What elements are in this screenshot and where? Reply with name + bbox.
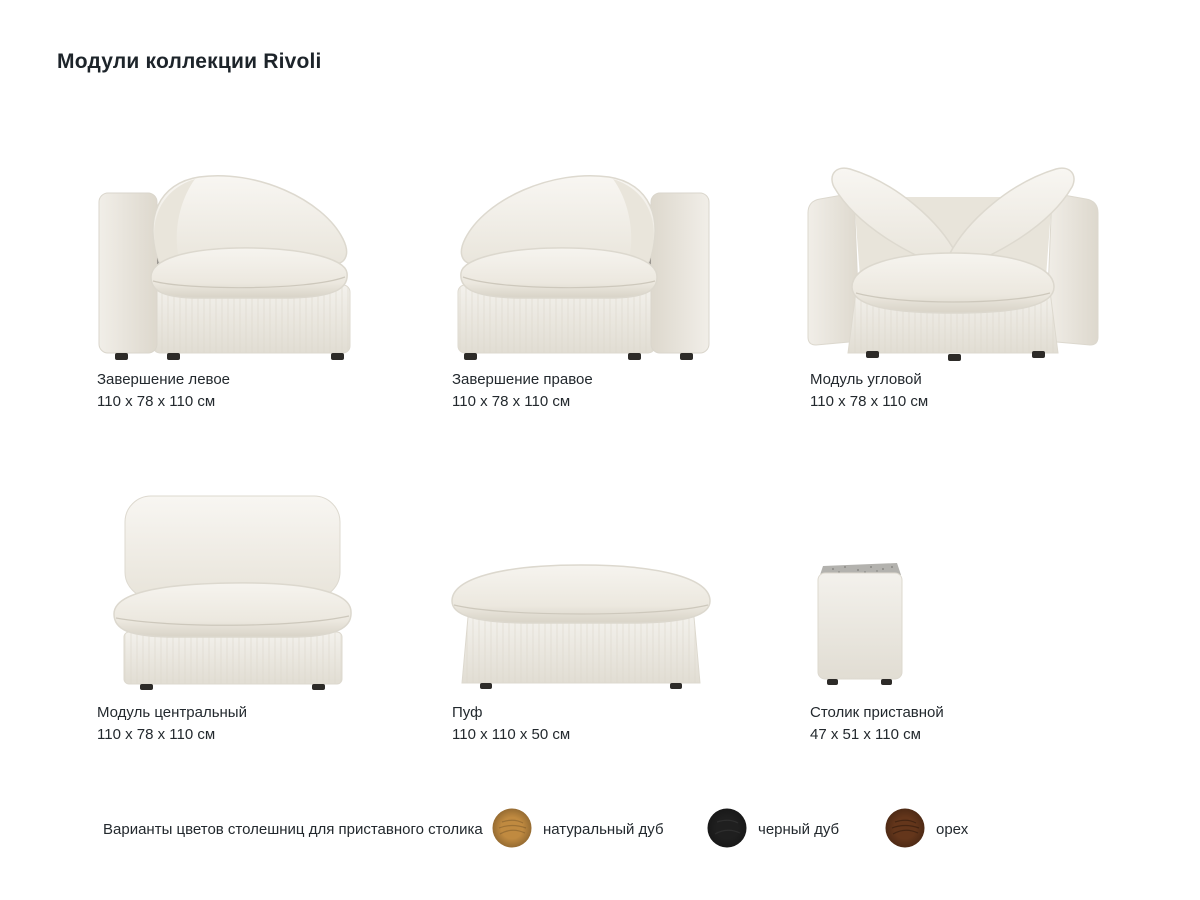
module-caption (97, 705, 247, 742)
swatch-label-walnut: орех (936, 821, 969, 838)
tabletop-colors-label: Варианты цветов столешниц для приставного столика (103, 821, 483, 838)
module-name: Завершение правое (452, 371, 593, 388)
module-image-central (100, 492, 365, 690)
swatch-natural-oak-icon (492, 808, 532, 848)
module-dimensions: 110 x 78 x 110 см (97, 726, 216, 743)
module-dimensions: 47 x 51 x 110 см (810, 726, 921, 743)
module-caption (810, 372, 928, 409)
module-image-pouf (442, 551, 720, 691)
module-image-end-right (445, 157, 715, 364)
module-caption (810, 705, 944, 742)
swatch-label-natural-oak: натуральный дуб (543, 821, 664, 838)
module-image-side-table (813, 558, 907, 690)
module-name: Завершение левое (97, 371, 231, 388)
swatch-walnut-icon (885, 808, 925, 848)
module-image-corner (800, 153, 1106, 363)
module-dimensions: 110 x 78 x 110 см (810, 393, 929, 410)
module-dimensions: 110 x 110 x 50 см (452, 726, 571, 743)
swatch-label-black-oak: черный дуб (758, 821, 840, 838)
swatch-black-oak-icon (707, 808, 747, 848)
module-name: Столик приставной (810, 704, 944, 721)
module-caption (452, 705, 570, 742)
module-dimensions: 110 x 78 x 110 см (97, 393, 216, 410)
module-caption (97, 372, 230, 409)
module-dimensions: 110 x 78 x 110 см (452, 393, 571, 410)
page-title: Модули коллекции Rivoli (57, 50, 322, 73)
module-image-end-left (95, 157, 360, 364)
module-name: Модуль угловой (810, 371, 922, 388)
module-name: Модуль центральный (97, 704, 247, 721)
module-name: Пуф (452, 704, 483, 721)
module-caption (452, 372, 593, 409)
